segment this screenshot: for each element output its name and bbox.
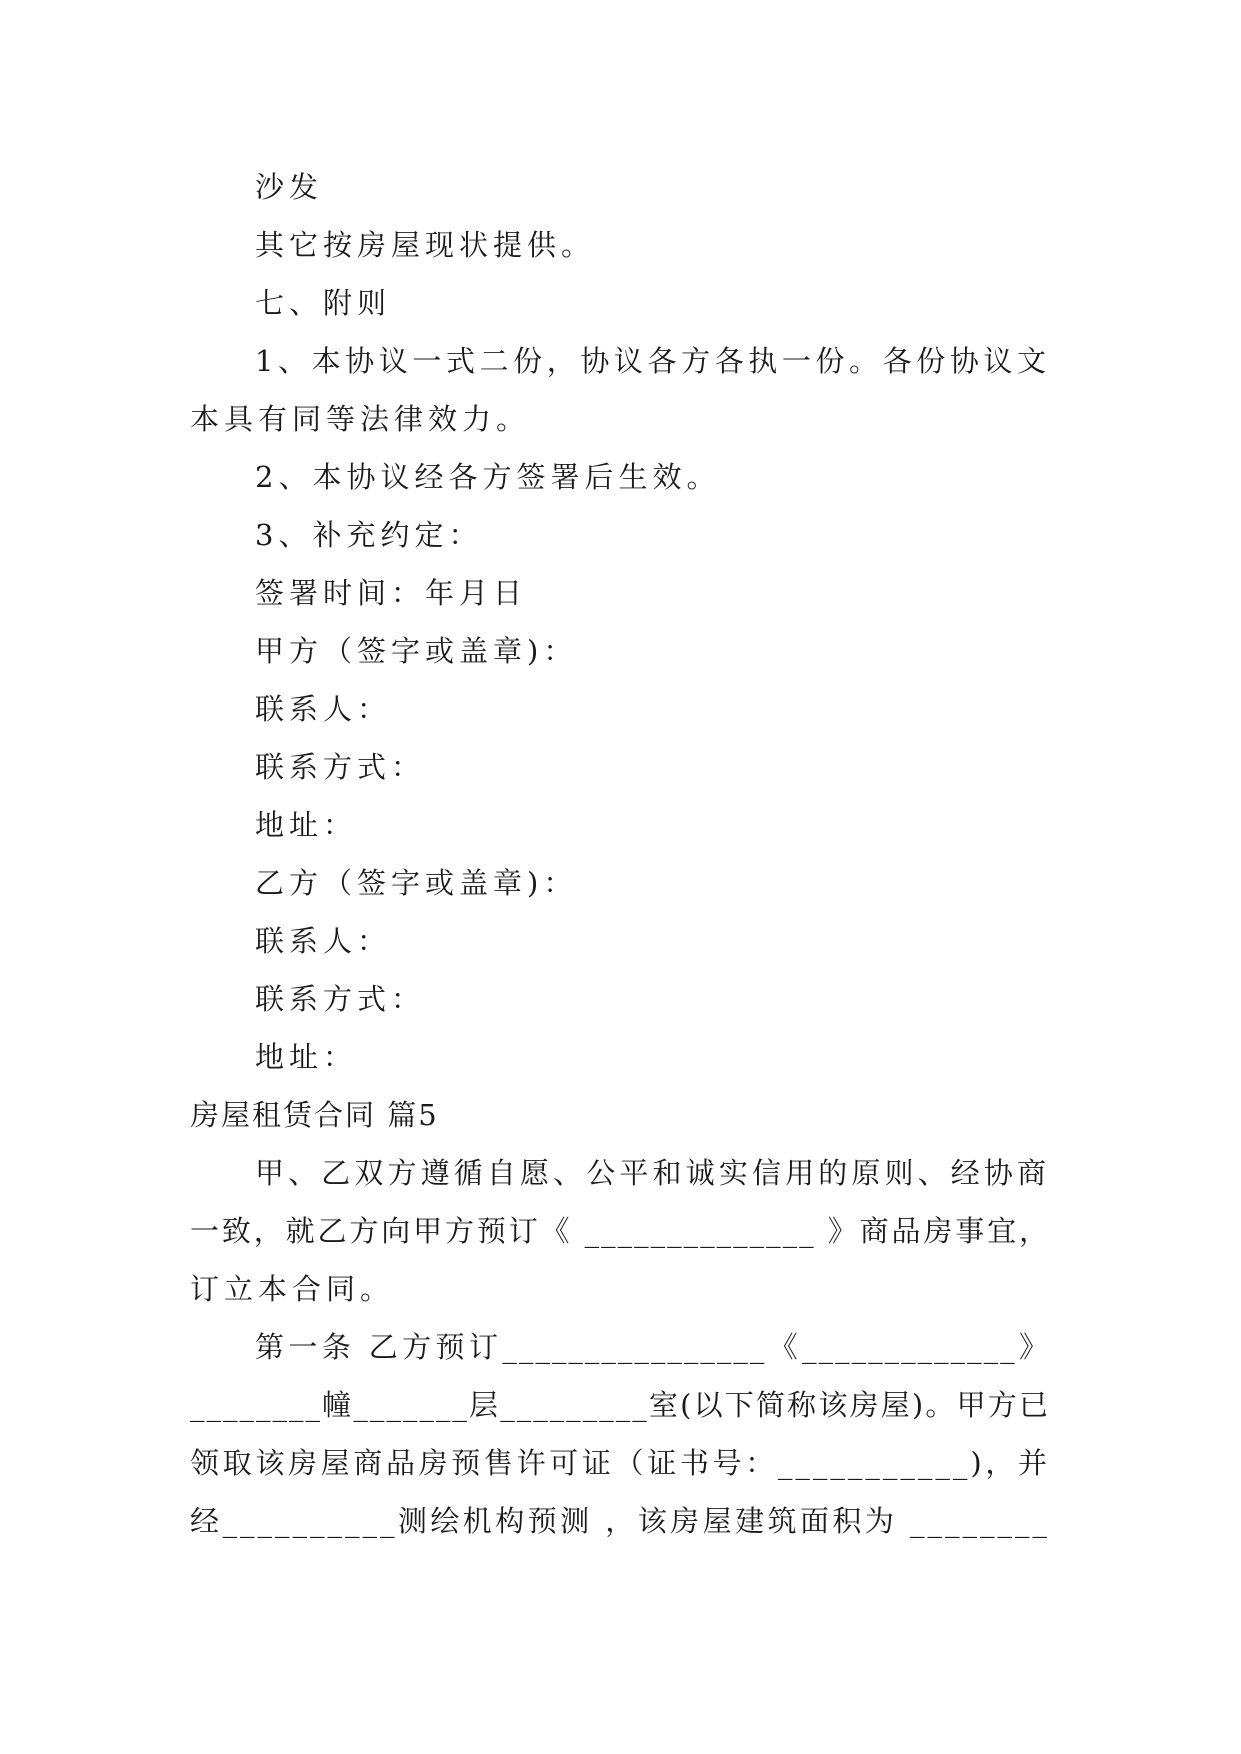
document-body (190, 158, 1050, 1550)
party-a-address: 地址： (255, 808, 358, 842)
preamble-line-1: 甲、乙双方遵循自愿、公平和诚实信用的原则、经协商 (255, 1156, 1050, 1190)
party-b-address: 地址： (255, 1040, 358, 1074)
text-line-sofa: 沙发 (255, 170, 324, 204)
party-a-signature: 甲方（签字或盖章)： (255, 634, 578, 668)
article-1-line-3: 领取该房屋商品房预售许可证（证书号：___________)，并 (190, 1446, 1050, 1480)
article-1-line-1: 第一条 乙方预订________________《_____________》 (255, 1330, 1050, 1364)
preamble-line-3: 订立本合同。 (190, 1272, 395, 1306)
clause-1-line-2: 本具有同等法律效力。 (190, 402, 531, 436)
party-b-contact-method: 联系方式： (255, 982, 426, 1016)
clause-1-line-1: 1、本协议一式二份，协议各方各执一份。各份协议文 (255, 344, 1050, 378)
party-b-contact-person: 联系人： (255, 924, 392, 958)
article-1-line-2: ________幢_______层_________室(以下简称该房屋)。甲方已 (190, 1388, 1050, 1422)
text-line-other-items: 其它按房屋现状提供。 (255, 228, 596, 262)
preamble-line-2: 一致，就乙方向甲方预订《 ______________ 》商品房事宜， (190, 1214, 1050, 1248)
party-a-contact-person: 联系人： (255, 692, 392, 726)
contract-title: 房屋租赁合同 篇5 (190, 1098, 439, 1132)
signing-date: 签署时间：年月日 (255, 576, 528, 610)
party-b-signature: 乙方（签字或盖章)： (255, 866, 578, 900)
clause-3: 3、补充约定： (255, 518, 483, 552)
clause-2: 2、本协议经各方签署后生效。 (255, 460, 721, 494)
section-heading-appendix: 七、附则 (255, 286, 392, 320)
article-1-line-4: 经__________测绘机构预测 ，该房屋建筑面积为 ________ (190, 1504, 1050, 1538)
party-a-contact-method: 联系方式： (255, 750, 426, 784)
